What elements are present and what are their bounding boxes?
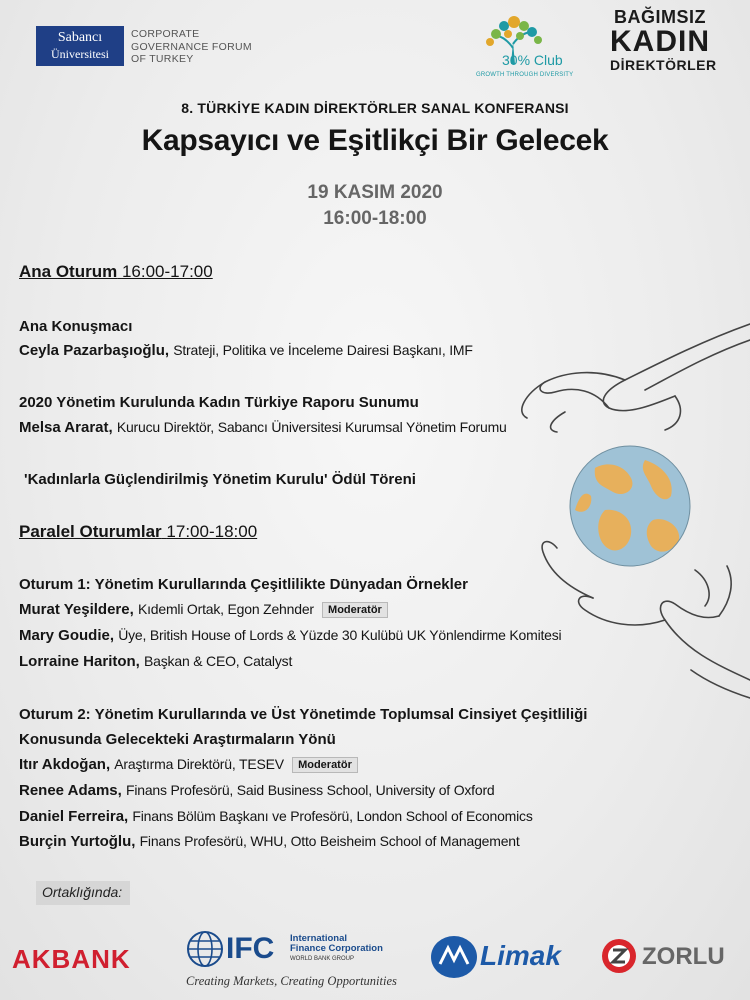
session1-title: Oturum 1: Yönetim Kurullarında Çeşitlilikte Dünyadan Örnekler: [19, 576, 468, 593]
limak-logo: [430, 934, 580, 980]
speaker-name: Ceyla Pazarbaşıoğlu,: [19, 342, 170, 359]
limak-emblem-icon: [430, 934, 478, 980]
report-title: 2020 Yönetim Kurulunda Kadın Türkiye Raporu Sunumu: [19, 394, 419, 411]
speaker-name: Daniel Ferreira,: [19, 808, 129, 825]
keynote-label: Ana Konuşmacı: [19, 318, 133, 335]
limak-wordmark: Limak: [480, 940, 561, 971]
club-tagline: GROWTH THROUGH DIVERSITY: [476, 72, 574, 78]
speaker-role: Üye, British House of Lords & Yüzde 30 Kulübü UK Yönlendirme Komitesi: [118, 627, 562, 643]
event-time: 16:00-18:00: [323, 208, 427, 229]
ifc-tagline: Creating Markets, Creating Opportunities: [186, 974, 397, 988]
partners-label: Ortaklığında:: [36, 881, 130, 905]
cgf-line1: CORPORATE: [131, 28, 200, 40]
hands-globe-illustration: [505, 320, 750, 700]
session2-speaker-row: [19, 833, 520, 850]
sabanci-logo-line2: Üniversitesi: [51, 47, 109, 61]
speaker-name: Murat Yeşildere,: [19, 601, 134, 618]
main-session-title: Ana Oturum: [19, 262, 118, 281]
report-title-row: [19, 394, 419, 411]
award-row: [24, 471, 416, 488]
sabanci-university-logo: [36, 26, 124, 66]
world-bank-globe-icon: [186, 930, 224, 968]
zorlu-emblem-icon: [600, 937, 638, 975]
ifc-sub-line2: Finance Corporation: [290, 943, 383, 954]
zorlu-wordmark: ZORLU: [642, 943, 725, 970]
session2-speaker-row: [19, 756, 358, 773]
speaker-role: Finans Bölüm Başkanı ve Profesörü, London School of Economics: [132, 808, 533, 824]
parallel-sessions-title: Paralel Oturumlar: [19, 522, 162, 541]
speaker-name: Lorraine Hariton,: [19, 653, 140, 670]
session1-speaker-row: [19, 653, 292, 670]
speaker-name: Mary Goudie,: [19, 627, 115, 644]
akbank-logo: AKBANK: [12, 944, 131, 974]
zorlu-logo: [600, 937, 740, 977]
cgf-line2: GOVERNANCE FORUM: [131, 40, 252, 53]
session1-title-row: [19, 576, 468, 593]
speaker-role: Araştırma Direktörü, TESEV: [114, 756, 284, 772]
speaker-name: Itır Akdoğan,: [19, 756, 111, 773]
cgf-line3: OF TURKEY: [131, 53, 194, 65]
event-date: 19 KASIM 2020: [307, 182, 443, 203]
bagimsiz-kadin-direktorler-logo: [610, 7, 717, 73]
moderator-badge: Moderatör: [322, 602, 388, 618]
session2-title-line1: Oturum 2: Yönetim Kurullarında ve Üst Yönetimde Toplumsal Cinsiyet Çeşitliliği: [19, 706, 588, 723]
ifc-sub-line1: International: [290, 933, 348, 944]
session2-speaker-row: [19, 782, 495, 799]
speaker-name: Burçin Yurtoğlu,: [19, 833, 136, 850]
session2-title-row: [19, 706, 587, 723]
session2-speaker-row: [19, 808, 533, 825]
keynote-label-row: [19, 318, 132, 335]
session1-speaker-row: [19, 601, 388, 618]
30-club-logo: [472, 14, 584, 80]
award-ceremony: 'Kadınlarla Güçlendirilmiş Yönetim Kurulu' Ödül Töreni: [24, 471, 416, 488]
speaker-role: Finans Profesörü, Said Business School, University of Oxford: [126, 782, 495, 798]
report-speaker-row: [19, 419, 507, 436]
ifc-logo: [186, 928, 416, 988]
main-session-time: 16:00-17:00: [121, 262, 213, 281]
main-session-heading: [19, 262, 213, 282]
bkd-line3: DİREKTÖRLER: [610, 57, 717, 73]
cgf-text: [131, 28, 252, 66]
bkd-line1: BAĞIMSIZ: [614, 7, 706, 27]
parallel-sessions-time: 17:00-18:00: [166, 522, 258, 541]
session2-title-line2: Konusunda Gelecekteki Araştırmaların Yönü: [19, 731, 336, 748]
session2-title-row: [19, 731, 336, 748]
bkd-line2: KADIN: [610, 25, 710, 58]
conference-name: 8. TÜRKİYE KADIN DİREKTÖRLER SANAL KONFERANSI: [181, 100, 569, 116]
ifc-sub-line3: WORLD BANK GROUP: [290, 956, 355, 962]
keynote-speaker-row: [19, 342, 473, 359]
club-name: 30% Club: [502, 52, 563, 68]
globe-icon: [570, 446, 690, 566]
session1-speaker-row: [19, 627, 561, 644]
page-title: Kapsayıcı ve Eşitlikçi Bir Gelecek: [141, 124, 609, 157]
speaker-role: Finans Profesörü, WHU, Otto Beisheim School of Management: [139, 833, 520, 849]
speaker-role: Kıdemli Ortak, Egon Zehnder: [137, 601, 314, 617]
speaker-role: Başkan & CEO, Catalyst: [144, 653, 293, 669]
speaker-name: Melsa Ararat,: [19, 419, 113, 436]
sabanci-logo-line1: Sabancı: [57, 30, 103, 45]
ifc-full-name: [290, 934, 383, 964]
parallel-sessions-heading: [19, 522, 257, 542]
speaker-name: Renee Adams,: [19, 782, 122, 799]
speaker-role: Kurucu Direktör, Sabancı Üniversitesi Kurumsal Yönetim Forumu: [116, 419, 507, 435]
moderator-badge: Moderatör: [292, 757, 358, 773]
ifc-wordmark: IFC: [226, 932, 275, 965]
speaker-role: Strateji, Politika ve İnceleme Dairesi Başkanı, IMF: [173, 342, 473, 358]
